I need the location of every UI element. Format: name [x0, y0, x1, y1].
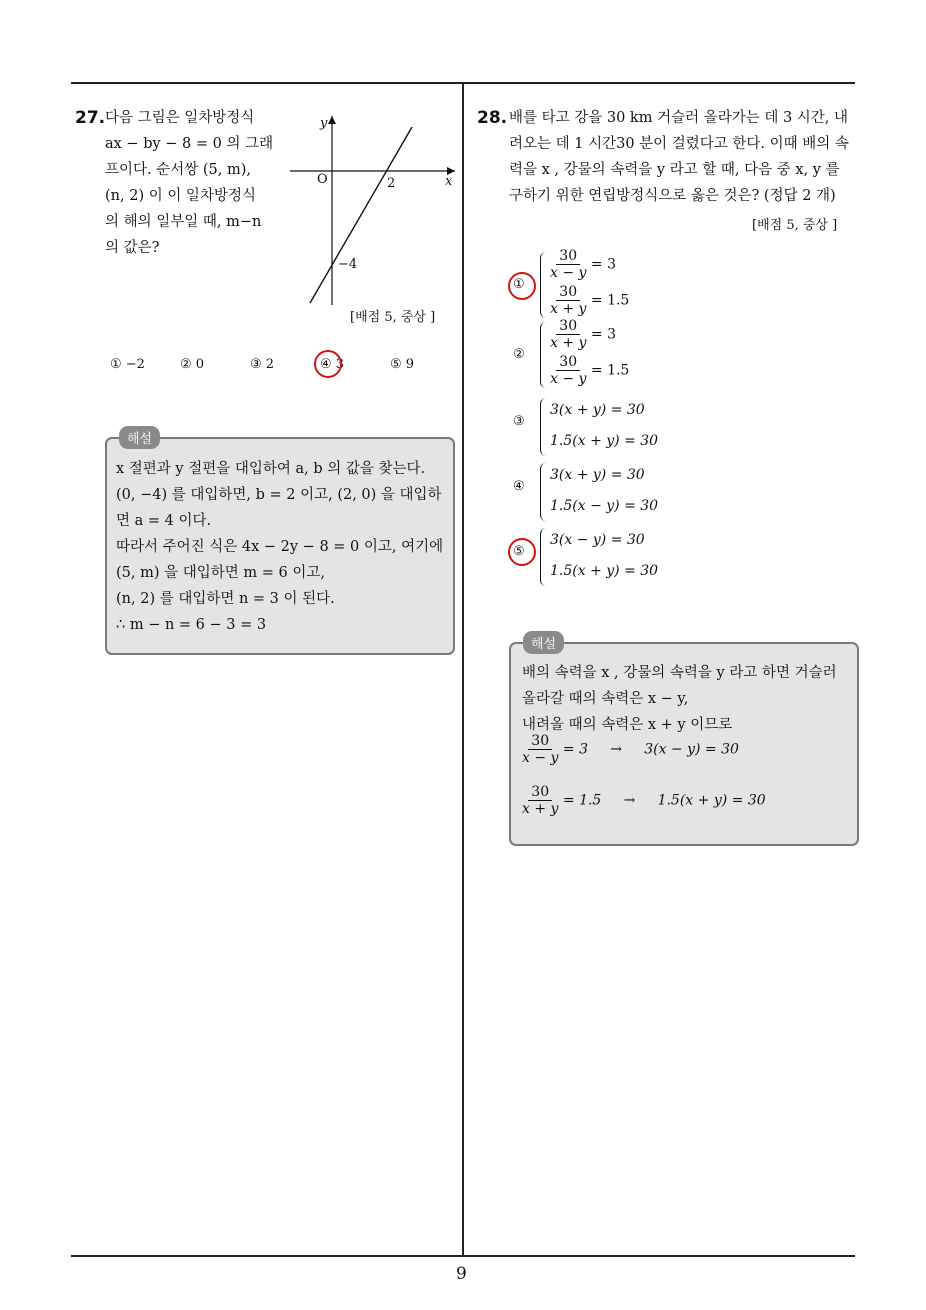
- equation-rest: = 3 → 3(x − y) = 30: [562, 741, 739, 758]
- q27-line: 다음 그림은 일차방정식: [105, 110, 255, 126]
- q27-line: 의 해의 일부일 때, m−n: [105, 214, 262, 230]
- q28-option-2[interactable]: [505, 318, 665, 392]
- system-brace: [540, 252, 547, 318]
- sol28-line: 배의 속력을 x , 강물의 속력을 y 라고 하면 거슬러: [522, 665, 837, 681]
- option-marker: ③: [513, 414, 525, 429]
- bottom-rule: [71, 1255, 855, 1257]
- system-equation-2: 1.5(x − y) = 30: [550, 498, 659, 514]
- option-marker: ①: [513, 277, 525, 292]
- q27-points: [배점 5, 중상 ]: [350, 310, 436, 325]
- option-marker: ②: [513, 347, 525, 362]
- fraction-numerator: 30: [528, 784, 552, 801]
- system-brace: [540, 398, 547, 456]
- question-28-number: 28.: [477, 108, 508, 128]
- equation-rest: = 1.5 → 1.5(x + y) = 30: [562, 792, 766, 809]
- question-27-text: [105, 105, 285, 261]
- graph-x-intercept-label: 2: [387, 176, 396, 191]
- question-28-text: [509, 105, 859, 209]
- q28-option-4[interactable]: [505, 461, 665, 523]
- equation-rhs: = 3: [590, 256, 616, 273]
- fraction-numerator: 30: [528, 733, 552, 750]
- column-divider: [462, 82, 464, 1257]
- solution-28-tag: 해설: [523, 631, 564, 654]
- fraction-numerator: 30: [556, 284, 580, 301]
- q28-line: 구하기 위한 연립방정식으로 옳은 것은? (정답 2 개): [509, 188, 836, 204]
- equation-rhs: = 1.5: [590, 292, 630, 309]
- answer-mark-circle: [508, 272, 536, 300]
- sol27-line: 따라서 주어진 식은 4x − 2y − 8 = 0 이고, 여기에: [116, 539, 444, 555]
- q27-line: (n, 2) 이 이 일차방정식: [105, 188, 256, 204]
- graph-x-axis-label: x: [445, 174, 453, 189]
- graph-y-axis-label: y: [320, 116, 328, 131]
- system-brace: [540, 528, 547, 586]
- solution-28-equation-1: [522, 733, 739, 766]
- q28-line: 력을 x , 강물의 속력을 y 라고 할 때, 다음 중 x, y 를: [509, 162, 840, 178]
- system-equation-2: 1.5(x + y) = 30: [550, 563, 659, 579]
- sol27-line: (0, −4) 를 대입하면, b = 2 이고, (2, 0) 을 대입하: [116, 487, 442, 503]
- fraction-denominator: x − y: [522, 750, 559, 766]
- q27-choice-5[interactable]: ⑤ 9: [390, 357, 415, 372]
- option-marker: ⑤: [513, 544, 525, 559]
- graph-y-intercept-label: −4: [338, 257, 358, 272]
- q27-choice-2[interactable]: ② 0: [180, 357, 205, 372]
- graph-origin-label: O: [317, 172, 328, 187]
- fraction-denominator: x − y: [550, 265, 587, 281]
- solution-28-equation-2: [522, 784, 766, 817]
- q28-line: 배를 타고 강을 30 km 거슬러 올라가는 데 3 시간, 내: [509, 110, 849, 126]
- solution-28-text: [522, 660, 854, 738]
- equation-rhs: = 1.5: [590, 362, 630, 379]
- fraction-denominator: x − y: [550, 371, 587, 387]
- equation-rhs: = 3: [590, 326, 616, 343]
- fraction-numerator: 30: [556, 354, 580, 371]
- option-marker: ④: [513, 479, 525, 494]
- q27-choice-1[interactable]: ① −2: [110, 357, 145, 372]
- system-equation-1: 3(x + y) = 30: [550, 467, 645, 483]
- sol27-line: ∴ m − n = 6 − 3 = 3: [116, 617, 267, 633]
- system-equation-1: 3(x − y) = 30: [550, 532, 645, 548]
- sol27-line: (n, 2) 를 대입하면 n = 3 이 된다.: [116, 591, 335, 607]
- q28-line: 려오는 데 1 시간30 분이 걸렸다고 한다. 이때 배의 속: [509, 136, 849, 152]
- q28-points: [배점 5, 중상 ]: [752, 218, 838, 233]
- q27-line: 프이다. 순서쌍 (5, m),: [105, 162, 251, 178]
- q27-line-graph: [280, 110, 460, 310]
- q27-line: ax − by − 8 = 0 의 그래: [105, 136, 274, 152]
- solution-27-tag: 해설: [119, 426, 160, 449]
- question-27-number: 27.: [75, 108, 106, 128]
- sol27-line: 면 a = 4 이다.: [116, 513, 212, 529]
- system-brace: [540, 463, 547, 521]
- sol28-line: 올라갈 때의 속력은 x − y,: [522, 691, 689, 707]
- system-equation-2: 1.5(x + y) = 30: [550, 433, 659, 449]
- fraction-numerator: 30: [556, 248, 580, 265]
- fraction-denominator: x + y: [522, 801, 559, 817]
- system-equation-1: 3(x + y) = 30: [550, 402, 645, 418]
- fraction-denominator: x + y: [550, 335, 587, 351]
- q28-option-3[interactable]: [505, 396, 665, 458]
- q27-choice-4[interactable]: ④ 3: [320, 357, 345, 372]
- sol28-line: 내려올 때의 속력은 x + y 이므로: [522, 717, 733, 733]
- page-number: 9: [456, 1264, 467, 1284]
- answer-mark-circle: [508, 538, 536, 566]
- sol27-line: x 절편과 y 절편을 대입하여 a, b 의 값을 찾는다.: [116, 461, 426, 477]
- q27-choice-3[interactable]: ③ 2: [250, 357, 275, 372]
- solution-27-text: [116, 456, 448, 638]
- sol27-line: (5, m) 을 대입하면 m = 6 이고,: [116, 565, 325, 581]
- answer-mark-circle: [314, 350, 345, 378]
- fraction-numerator: 30: [556, 318, 580, 335]
- fraction-denominator: x + y: [550, 301, 587, 317]
- system-brace: [540, 322, 547, 388]
- q27-line: 의 값은?: [105, 240, 160, 256]
